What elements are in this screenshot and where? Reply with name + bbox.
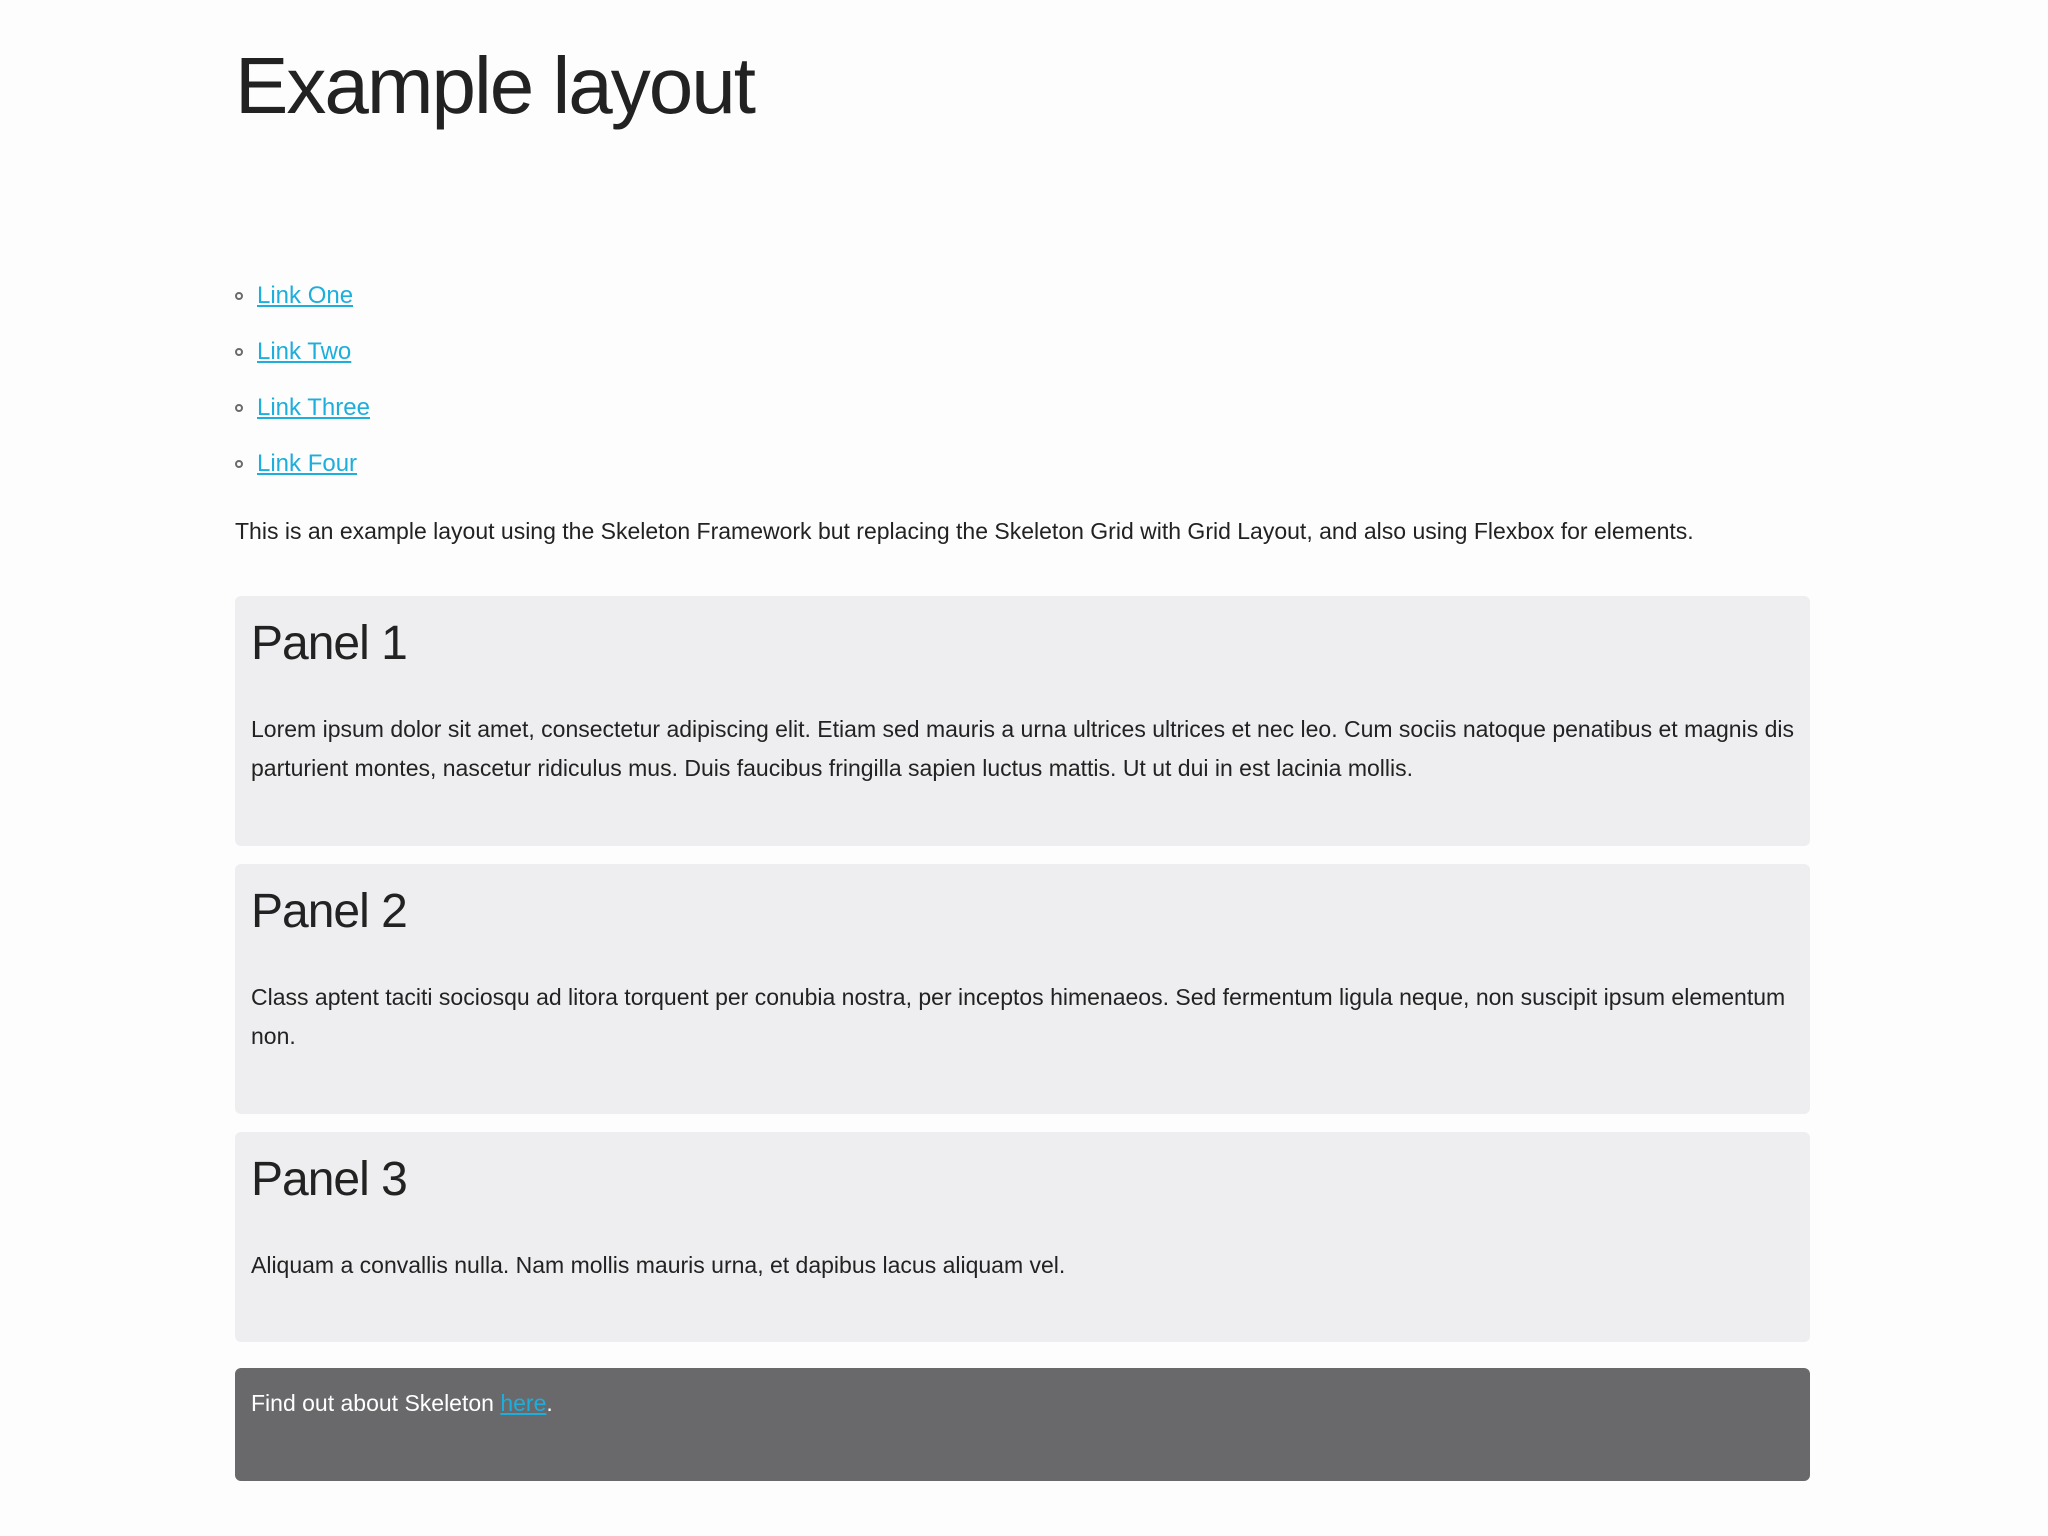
panel-title: Panel 1 <box>251 617 407 670</box>
intro-text: This is an example layout using the Skeleton Framework but replacing the Skeleton Grid with Grid Layout, and also using Flexbox for elements. <box>235 518 1694 544</box>
bullet-icon <box>235 404 243 412</box>
link-list <box>235 268 370 492</box>
link-four[interactable]: Link Four <box>257 450 358 477</box>
panel-3 <box>235 1132 1810 1342</box>
bullet-icon <box>235 292 243 300</box>
footer <box>235 1368 1810 1481</box>
panel-title: Panel 3 <box>251 1153 407 1206</box>
footer-label: Find out about Skeleton <box>251 1390 501 1416</box>
list-item <box>235 380 370 436</box>
link-two[interactable]: Link Two <box>257 338 352 365</box>
panel-body: Aliquam a convallis nulla. Nam mollis mauris urna, et dapibus lacus aliquam vel. <box>251 1252 1066 1278</box>
link-three[interactable]: Link Three <box>257 394 370 421</box>
list-item <box>235 436 370 492</box>
bullet-icon <box>235 348 243 356</box>
link-one[interactable]: Link One <box>257 282 354 309</box>
list-item <box>235 268 370 324</box>
panel-body: Lorem ipsum dolor sit amet, consectetur adipiscing elit. Etiam sed mauris a urna ultrices ultrices et nec leo. Cum sociis natoque penatibus et magnis dis parturient montes, nascetur ridiculus mus. Duis faucibus fringilla sapien luctus mattis. Ut ut dui in est lacinia mollis. <box>251 716 1794 781</box>
panel-1 <box>235 596 1810 846</box>
panel-body: Class aptent taciti sociosqu ad litora torquent per conubia nostra, per inceptos himenaeos. Sed fermentum ligula neque, non suscipit ipsum elementum non. <box>251 984 1786 1049</box>
bullet-icon <box>235 460 243 468</box>
page-title: Example layout <box>235 41 754 130</box>
footer-text <box>251 1390 553 1416</box>
list-item <box>235 324 370 380</box>
panel-2 <box>235 864 1810 1114</box>
panel-title: Panel 2 <box>251 885 407 938</box>
skeleton-link[interactable]: here <box>500 1390 547 1416</box>
footer-suffix: . <box>546 1390 553 1416</box>
